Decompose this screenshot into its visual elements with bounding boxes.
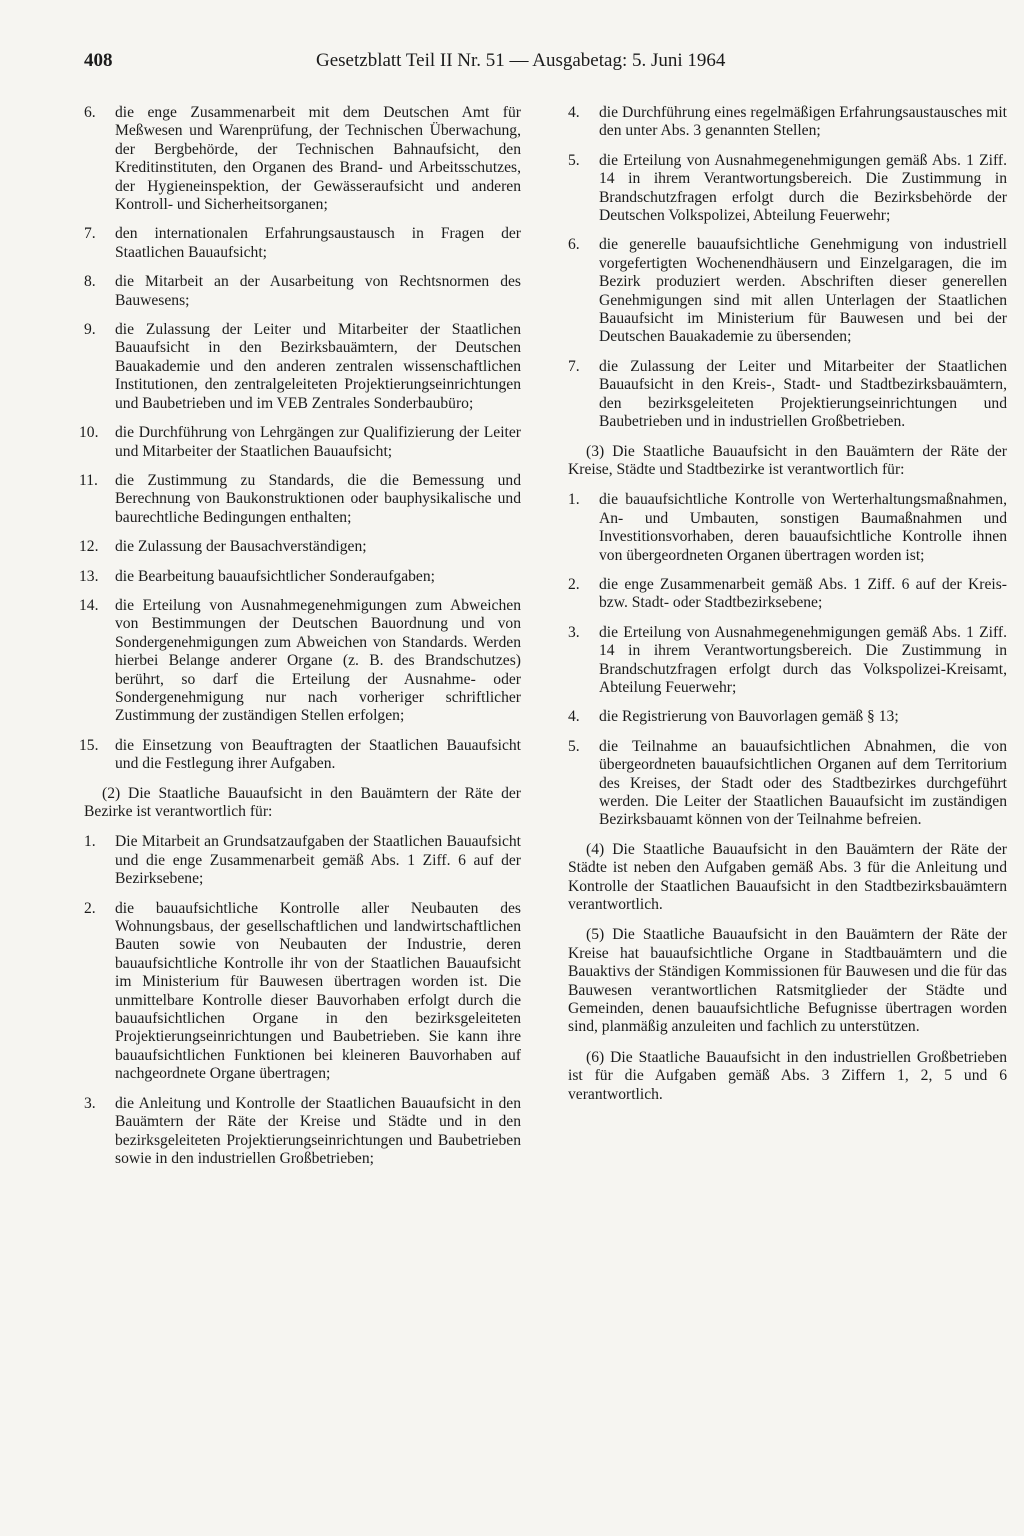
paragraph: (6) Die Staatliche Bauaufsicht in den industriellen Großbetrieben ist für die Aufgaben gemäß Abs. 3 Ziffern 1, 2, 5 und 6 verantwortlich. xyxy=(568,1048,1007,1103)
list-item xyxy=(84,1095,521,1169)
item-text: die bauaufsichtliche Kontrolle von Werterhaltungsmaßnahmen, An- und Umbauten, sonstigen Baumaßnahmen und Investitionsvorhaben, deren bauaufsichtliche Kontrolle ihnen von übergeordneten Organen übertragen worden ist; xyxy=(599,491,1007,564)
list-item xyxy=(84,273,521,310)
item-text: die Erteilung von Ausnahmegenehmigungen gemäß Abs. 1 Ziff. 14 in ihrem Verantwortungsbereich. Die Zustimmung in Brandschutzfragen erfolgt durch das Volkspolizei-Kreisamt, Abteilung Feuerwehr; xyxy=(599,623,1007,696)
item-number: 6. xyxy=(568,236,580,254)
list-item xyxy=(84,833,521,888)
page-header xyxy=(84,50,788,78)
list-item xyxy=(568,104,1007,141)
item-text: die enge Zusammenarbeit gemäß Abs. 1 Ziff. 6 auf der Kreis- bzw. Stadt- oder Stadtbezirksebene; xyxy=(599,575,1007,612)
list-item xyxy=(79,736,521,774)
item-number: 5. xyxy=(568,737,580,755)
item-number: 2. xyxy=(568,575,580,593)
list-item xyxy=(79,471,521,527)
item-text: die Durchführung von Lehrgängen zur Qualifizierung der Leiter und Mitarbeiter der Staatlichen Bauaufsicht; xyxy=(115,424,521,460)
item-text: die Zulassung der Bausachverständigen; xyxy=(115,538,367,556)
item-text: die Bearbeitung bauaufsichtlicher Sonderaufgaben; xyxy=(115,567,435,585)
item-text: Die Mitarbeit an Grundsatzaufgaben der Staatlichen Bauaufsicht und die enge Zusammenarbeit gemäß Abs. 1 Ziff. 6 auf der Bezirksebene; xyxy=(115,833,521,888)
item-text: die Zustimmung zu Standards, die die Bemessung und Berechnung von Baukonstruktionen oder bauphysikalische und baurechtliche Bedingungen enthalten; xyxy=(115,471,521,526)
list-item xyxy=(568,708,1007,726)
item-number: 1. xyxy=(568,491,580,509)
list-item xyxy=(568,624,1007,698)
paragraph: (4) Die Staatliche Bauaufsicht in den Bauämtern der Räte der Städte ist neben den Aufgaben gemäß Abs. 3 für die Anleitung und Kontrolle der Staatlichen Bauaufsicht in den Stadtbezirksbauämtern verantwortlich. xyxy=(568,840,1007,914)
item-number: 4. xyxy=(568,708,580,726)
header-title: Gesetzblatt Teil II Nr. 51 — Ausgabetag: 5. Juni 1964 xyxy=(316,50,726,71)
paragraph: (2) Die Staatliche Bauaufsicht in den Bauämtern der Räte der Bezirke ist verantwortlich für: xyxy=(84,784,521,820)
list-item xyxy=(79,567,521,586)
item-number: 12. xyxy=(79,538,99,556)
item-number: 13. xyxy=(79,567,99,585)
item-number: 7. xyxy=(84,225,96,243)
item-text: die Erteilung von Ausnahmegenehmigungen zum Abweichen von Bestimmungen der Deutschen Bauordnung und von Sondergenehmigungen zum Abweichen von Standards. Werden hierbei Belange anderer Organe (z. B. des Brandschutzes) berührt, so darf die Erteilung der Ausnahme- oder Sondergenehmigung nur nach vorheriger schriftlicher Zustimmung der zuständigen Stellen erfolgen; xyxy=(115,596,521,725)
item-text: die bauaufsichtliche Kontrolle aller Neubauten des Wohnungsbaus, der gesellschaftlichen und landwirtschaftlichen Bauten sowie von Neubauten der Industrie, deren bauaufsichtliche Kontrolle ihr von der Staatlichen Bauaufsicht im Ministerium für Bauwesen übertragen worden ist. Die unmittelbare Kontrolle dieser Bauvorhaben erfolgt durch die bauaufsichtlichen Organe in den bezirksgeleiteten Projektierungseinrichtungen und Baubetrieben. Sie kann ihre bauaufsichtlichen Funktionen bei kleineren Bauvorhaben auf nachgeordnete Organe übertragen; xyxy=(115,899,521,1083)
item-number: 6. xyxy=(84,104,96,121)
item-number: 4. xyxy=(568,104,580,121)
list-item xyxy=(84,104,521,214)
item-text: den internationalen Erfahrungsaustausch in Fragen der Staatlichen Bauaufsicht; xyxy=(115,225,521,261)
item-text: die Teilnahme an bauaufsichtlichen Abnahmen, die von übergeordneten bauaufsichtlichen Organen auf dem Territorium des Kreises, der Stadt oder des Stadtbezirkes durchgeführt werden. Die Leiter der Staatlichen Bauaufsicht im zuständigen Bezirksbauamt können von der Teilnahme befreien. xyxy=(599,737,1007,829)
right-column xyxy=(568,104,1007,1116)
list-item xyxy=(84,321,521,413)
item-text: die Zulassung der Leiter und Mitarbeiter der Staatlichen Bauaufsicht in den Kreis-, Stadt- und Stadtbezirksbauämtern, den bezirksgeleiteten Projektierungseinrichtungen und Baubetrieben und in industriellen Großbetrieben. xyxy=(599,357,1007,431)
list-item xyxy=(79,424,521,461)
paragraph: (3) Die Staatliche Bauaufsicht in den Bauämtern der Räte der Kreise, Städte und Stadtbezirke ist verantwortlich für: xyxy=(568,442,1007,478)
item-number: 9. xyxy=(84,321,96,339)
item-number: 14. xyxy=(79,596,99,614)
list-item xyxy=(568,152,1007,226)
item-text: die Mitarbeit an der Ausarbeitung von Rechtsnormen des Bauwesens; xyxy=(115,273,521,309)
list-item xyxy=(84,225,521,262)
item-number: 11. xyxy=(79,471,98,489)
paragraph: (5) Die Staatliche Bauaufsicht in den Bauämtern der Räte der Kreise hat bauaufsichtliche Organe in Stadtbauämtern und die Bauaktivs der Ständigen Kommissionen für Bauwesen und die für das Bauwesen verantwortlichen Ratsmitglieder der Städte und Gemeinden, denen bauaufsichtliche Befugnisse übertragen worden sind, planmäßig anzuleiten und fachlich zu unterstützen. xyxy=(568,926,1007,1036)
item-number: 15. xyxy=(79,736,99,754)
list-item xyxy=(568,491,1007,565)
left-column xyxy=(79,104,521,1179)
item-text: die Zulassung der Leiter und Mitarbeiter der Staatlichen Bauaufsicht in den Bezirksbauämtern, der Deutschen Bauakademie und den anderen zentralen wissenschaftlichen Institutionen, den zentralgeleiteten Projektierungseinrichtungen und Baubetrieben und im VEB Zentrales Sonderbaubüro; xyxy=(115,321,521,412)
list-item xyxy=(79,538,521,556)
list-item xyxy=(568,738,1007,830)
item-text: die enge Zusammenarbeit mit dem Deutschen Amt für Meßwesen und Warenprüfung, der Technischen Überwachung, der Bergbehörde, der Technischen Bahnaufsicht, den Kreditinstituten, den Organen des Brand- und Arbeitsschutzes, der Hygieneinspektion, der Gewässeraufsicht und anderen Kontroll- und Sicherheitsorganen; xyxy=(115,104,521,214)
item-text: die Einsetzung von Beauftragten der Staatlichen Bauaufsicht und die Festlegung ihrer Aufgaben. xyxy=(115,736,521,773)
list-item xyxy=(568,236,1007,346)
item-number: 3. xyxy=(568,623,580,641)
list-item xyxy=(84,900,521,1084)
list-item xyxy=(568,576,1007,613)
item-number: 7. xyxy=(568,357,580,375)
item-text: die generelle bauaufsichtliche Genehmigung von industriell vorgefertigten Wochenendhäusern und Einzelgaragen, die im Bezirk produziert werden. Abschriften dieser generellen Genehmigungen sind mit allen Unterlagen der Staatlichen Bauaufsicht im Ministerium für Bauwesen und bei der Deutschen Bauakademie zu übersenden; xyxy=(599,236,1007,346)
item-number: 5. xyxy=(568,151,580,169)
item-text: die Anleitung und Kontrolle der Staatlichen Bauaufsicht in den Bauämtern der Räte der Kreise und Städte und in den bezirksgeleiteten Projektierungseinrichtungen und Baubetrieben sowie in den industriellen Großbetrieben; xyxy=(115,1094,521,1167)
item-number: 3. xyxy=(84,1094,96,1112)
item-number: 2. xyxy=(84,899,96,917)
item-text: die Registrierung von Bauvorlagen gemäß § 13; xyxy=(599,708,899,726)
item-text: die Durchführung eines regelmäßigen Erfahrungsaustausches mit den unter Abs. 3 genannten Stellen; xyxy=(599,104,1007,140)
item-number: 1. xyxy=(84,833,96,851)
item-number: 8. xyxy=(84,273,96,291)
list-item xyxy=(568,358,1007,432)
item-text: die Erteilung von Ausnahmegenehmigungen gemäß Abs. 1 Ziff. 14 in ihrem Verantwortungsbereich. Die Zustimmung in Brandschutzfragen erfolgt durch die Bezirksbehörde der Deutschen Volkspolizei, Abteilung Feuerwehr; xyxy=(599,151,1007,225)
item-number: 10. xyxy=(79,424,99,442)
list-item xyxy=(79,596,521,726)
page-number: 408 xyxy=(84,50,113,71)
